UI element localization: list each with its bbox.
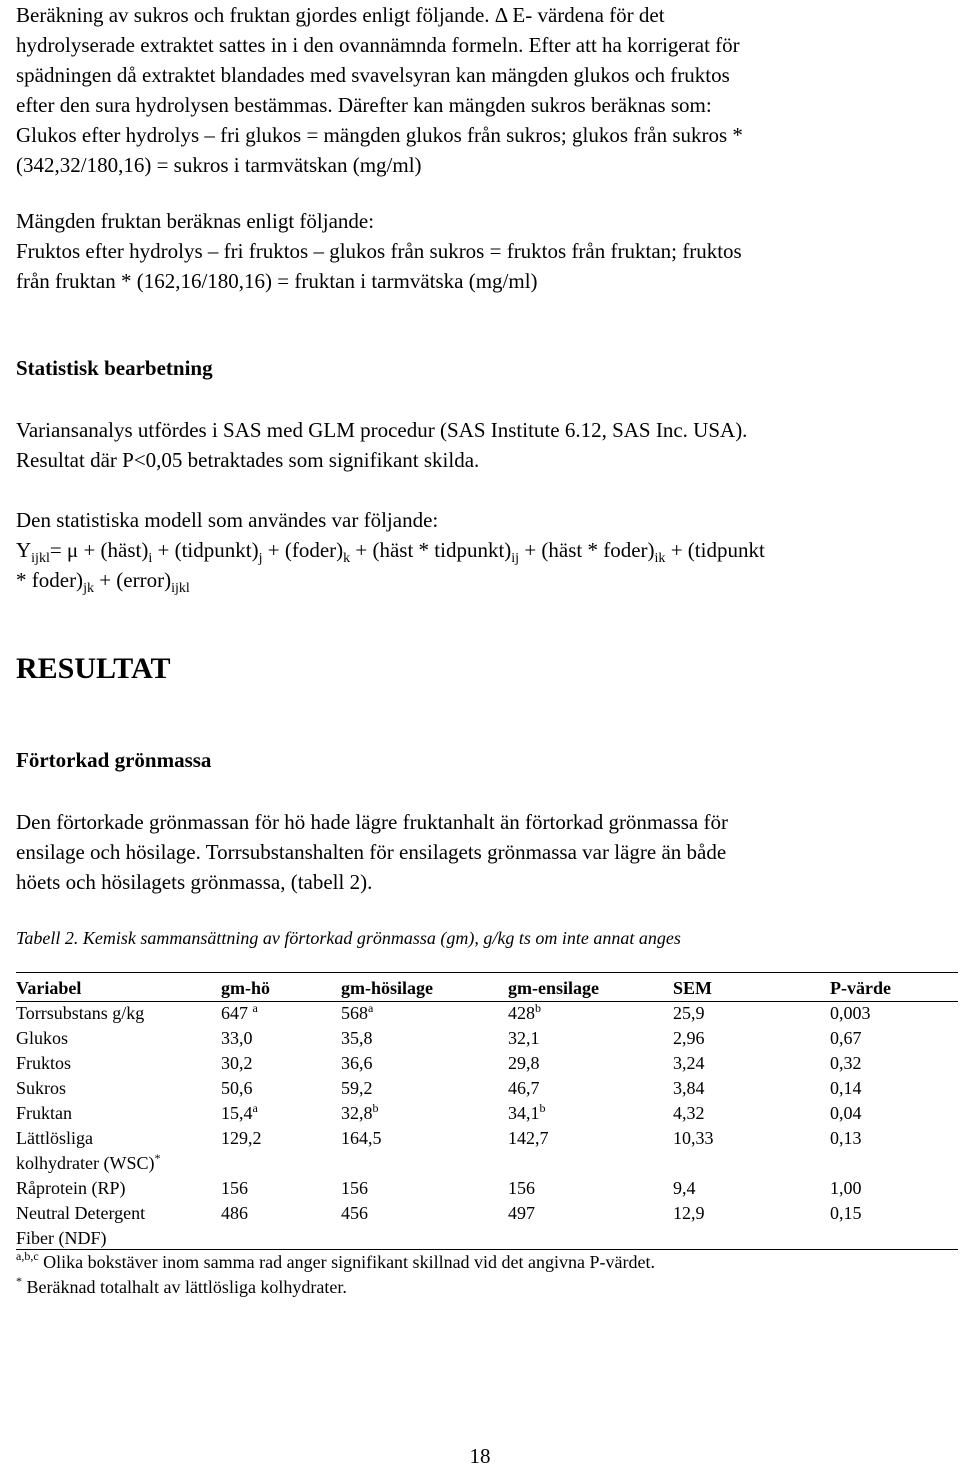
table-cell: 1,00 [830, 1178, 862, 1198]
table-cell: 29,8 [508, 1053, 540, 1073]
table-cell: 34,1$^b$ [508, 1101, 546, 1123]
table-row [16, 1076, 958, 1101]
table-row [16, 1126, 958, 1151]
table-row [16, 1201, 958, 1226]
row-label: Råprotein (RP) [16, 1178, 126, 1198]
column-header: gm-ensilage [508, 978, 599, 998]
table-cell: 0,003 [830, 1003, 871, 1023]
table-row-continuation [16, 1226, 958, 1251]
section-heading-resultat: RESULTAT [16, 652, 171, 685]
text-line: höets och hösilagets grönmassa, (tabell 2). [16, 870, 373, 894]
table-cell: 129,2 [221, 1128, 262, 1148]
text-line: Variansanalys utfördes i SAS med GLM procedur (SAS Institute 6.12, SAS Inc. USA). [16, 418, 748, 442]
table-cell: 0,13 [830, 1128, 862, 1148]
table-row [16, 1101, 958, 1126]
section-heading-gronmassa: Förtorkad grönmassa [16, 748, 212, 772]
table-cell: 33,0 [221, 1028, 253, 1048]
table-footnote: * Beräknad totalhalt av lättlösliga kolhydrater. [16, 1274, 347, 1297]
table-cell: 32,8$^b$ [341, 1101, 379, 1123]
table-cell: 32,1 [508, 1028, 540, 1048]
text-line: efter den sura hydrolysen bestämmas. Därefter kan mängden sukros beräknas som: [16, 93, 712, 117]
table-cell: 59,2 [341, 1078, 373, 1098]
table-row [16, 1176, 958, 1201]
table-row [16, 1026, 958, 1051]
table-cell: 486 [221, 1203, 248, 1223]
table-cell: 46,7 [508, 1078, 540, 1098]
table-cell: 156 [221, 1178, 248, 1198]
row-label: Fruktan [16, 1103, 72, 1123]
row-label: Fruktos [16, 1053, 72, 1073]
section-heading-statistik: Statistisk bearbetning [16, 356, 213, 380]
table-cell: 0,04 [830, 1103, 862, 1123]
page-number: 18 [469, 1444, 491, 1468]
table-cell: 142,7 [508, 1128, 549, 1148]
table-cell: 10,33 [673, 1128, 714, 1148]
table-cell: 497 [508, 1203, 535, 1223]
table-top-rule [16, 972, 958, 973]
table-cell: 0,14 [830, 1078, 862, 1098]
table-footnote: $^{a,b,c}$ Olika bokstäver inom samma rad anger signifikant skillnad vid det angivna P-värdet. [16, 1249, 656, 1272]
table-cell: 156 [508, 1178, 535, 1198]
text-line: från fruktan * (162,16/180,16) = fruktan i tarmvätska (mg/ml) [16, 269, 538, 293]
column-header: SEM [673, 978, 713, 998]
table-cell: 647 $^a$ [221, 1001, 258, 1023]
composition-table [16, 976, 958, 1251]
column-header: gm-hö [221, 978, 270, 998]
model-formula-line-2: * $foder)_{jk}$ + $(error)_{ijkl}$ [16, 568, 190, 596]
table-row-continuation [16, 1151, 958, 1176]
table-row [16, 1051, 958, 1076]
row-label: Glukos [16, 1028, 69, 1048]
table-cell: 456 [341, 1203, 368, 1223]
row-label: Sukros [16, 1078, 67, 1098]
text-line: Fruktos efter hydrolys – fri fruktos – glukos från sukros = fruktos från fruktan; fruktos [16, 239, 742, 263]
row-label-continuation: Fiber (NDF) [16, 1228, 107, 1248]
text-line: spädningen då extraktet blandades med svavelsyran kan mängden glukos och fruktos [16, 63, 730, 87]
table-cell: 156 [341, 1178, 368, 1198]
table-cell: 164,5 [341, 1128, 382, 1148]
table-cell: 25,9 [673, 1003, 705, 1023]
table-cell: 0,15 [830, 1203, 862, 1223]
table-cell: 3,24 [673, 1053, 705, 1073]
column-header: P-värde [830, 978, 891, 998]
text-line: Resultat där P<0,05 betraktades som signifikant skilda. [16, 448, 480, 472]
row-label: Lättlösliga [16, 1128, 93, 1148]
table-cell: 428$^b$ [508, 1001, 541, 1023]
text-line: ensilage och hösilage. Torrsubstanshalten för ensilagets grönmassa var lägre än både [16, 840, 727, 864]
table-caption: Tabell 2. Kemisk sammansättning av förtorkad grönmassa (gm), g/kg ts om inte annat anges [16, 928, 681, 948]
table-cell: 35,8 [341, 1028, 373, 1048]
table-cell: 0,67 [830, 1028, 862, 1048]
text-line: hydrolyserade extraktet sattes in i den ovannämnda formeln. Efter att ha korrigerat för [16, 33, 740, 57]
table-cell: 36,6 [341, 1053, 373, 1073]
table-cell: 30,2 [221, 1053, 253, 1073]
text-line: Mängden fruktan beräknas enligt följande: [16, 209, 375, 233]
table-cell: 15,4$^a$ [221, 1101, 258, 1123]
row-label-continuation: kolhydrater (WSC)* [16, 1151, 161, 1173]
table-row [16, 1001, 958, 1026]
text-line: Glukos efter hydrolys – fri glukos = mängden glukos från sukros; glukos från sukros * [16, 123, 743, 147]
table-cell: 4,32 [673, 1103, 705, 1123]
table-cell: 9,4 [673, 1178, 696, 1198]
table-cell: 2,96 [673, 1028, 705, 1048]
text-line: (342,32/180,16) = sukros i tarmvätskan (mg/ml) [16, 153, 422, 177]
table-cell: 50,6 [221, 1078, 253, 1098]
text-line: Beräkning av sukros och fruktan gjordes enligt följande. Δ E- värdena för det [16, 3, 665, 27]
column-header: gm-hösilage [341, 978, 433, 998]
table-cell: 3,84 [673, 1078, 705, 1098]
table-cell: 568$^a$ [341, 1001, 374, 1023]
row-label: Neutral Detergent [16, 1203, 146, 1223]
model-intro: Den statistiska modell som användes var följande: [16, 508, 439, 532]
column-header: Variabel [16, 978, 82, 998]
table-header-row [16, 976, 958, 1001]
row-label: Torrsubstans g/kg [16, 1003, 145, 1023]
table-cell: 12,9 [673, 1203, 705, 1223]
model-formula-line-1: $Y_{ijkl}= \mu$ + $(häst)_i$ + $(tidpunkt)_j$ + $(foder)_k$ + (häst * $tidpunkt)_{ij}$ + (häst * $foder)_{ik}$ + (tidpunkt [16, 538, 765, 566]
text-line: Den förtorkade grönmassan för hö hade lägre fruktanhalt än förtorkad grönmassa för [16, 810, 728, 834]
table-cell: 0,32 [830, 1053, 862, 1073]
